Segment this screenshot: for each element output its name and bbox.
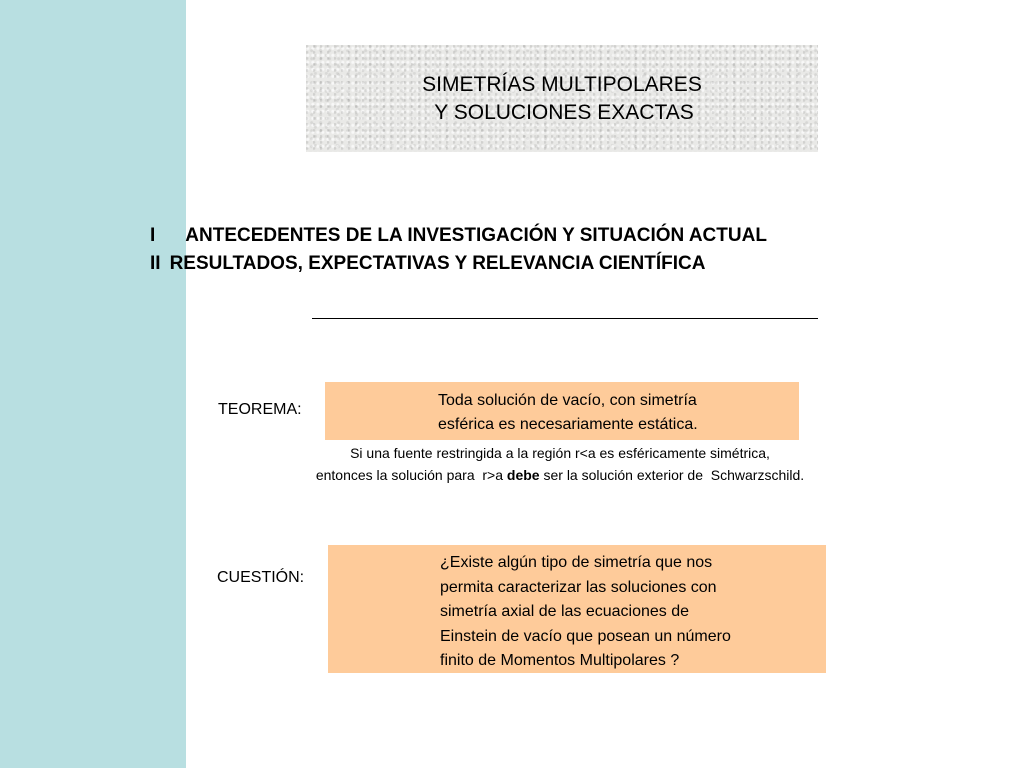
teorema-line: esférica es necesariamente estática. — [438, 416, 698, 433]
cuestion-line: permita caracterizar las soluciones con — [440, 578, 717, 596]
teorema-text — [438, 389, 698, 437]
cuestion-label: CUESTIÓN: — [217, 569, 305, 586]
cuestion-line: simetría axial de las ecuaciones de — [440, 603, 690, 620]
section-title: RESULTADOS, EXPECTATIVAS Y RELEVANCIA CIENTÍFICA — [169, 253, 706, 274]
cuestion-line: Einstein de vacío que posean un número — [440, 627, 731, 645]
title-box — [306, 45, 818, 152]
cuestion-line: ¿Existe algún tipo de simetría que nos — [440, 554, 713, 571]
cuestion-box — [328, 545, 826, 673]
explanation-emphasis: debe — [506, 467, 540, 483]
section-title: ANTECEDENTES DE LA INVESTIGACIÓN Y SITUACIÓN ACTUAL — [185, 225, 767, 246]
teorema-line: Toda solución de vacío, con simetría — [438, 392, 697, 409]
cuestion-text — [440, 551, 731, 674]
section-item-2 — [150, 250, 767, 278]
explanation-line-2-start: entonces la solución para r>a — [315, 467, 507, 483]
cuestion-line: finito de Momentos Multipolares ? — [440, 652, 680, 669]
teorema-box — [325, 382, 799, 440]
explanation-text — [230, 442, 890, 486]
teorema-label: TEOREMA: — [218, 401, 302, 418]
section-list — [150, 222, 767, 278]
section-item-1 — [150, 222, 767, 250]
title-line-1: SIMETRÍAS MULTIPOLARES — [422, 72, 702, 96]
title-line-2: Y SOLUCIONES EXACTAS — [434, 100, 694, 124]
horizontal-divider — [312, 318, 818, 319]
section-numeral: I — [150, 225, 156, 246]
explanation-line-2-end: ser la solución exterior de Schwarzschild. — [539, 467, 805, 483]
section-numeral: II — [150, 253, 161, 274]
side-band — [0, 0, 186, 768]
explanation-line-2 — [230, 464, 890, 486]
explanation-line-1: Si una fuente restringida a la región r<a es esféricamente simétrica, — [350, 445, 770, 461]
